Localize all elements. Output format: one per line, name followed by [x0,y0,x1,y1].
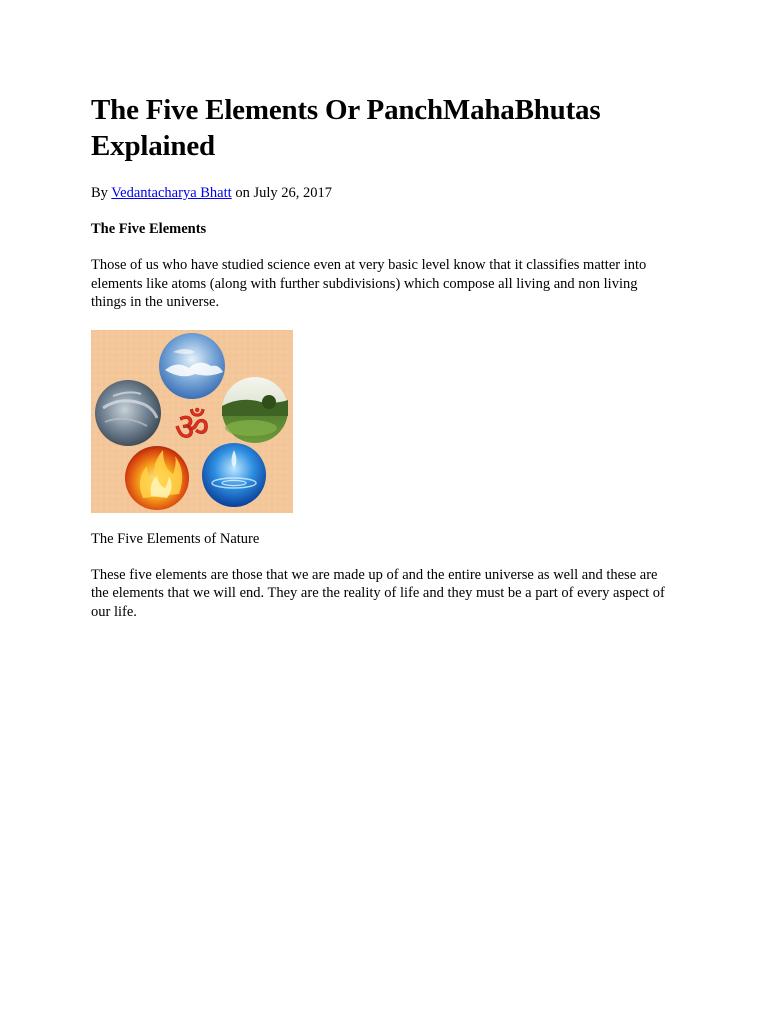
author-link[interactable]: Vedantacharya Bhatt [111,185,232,201]
paragraph-intro: Those of us who have studied science even at very basic level know that it classifies matter into elements like atoms (along with further subdivisions) which compose all living and non living things in the universe. [91,257,647,310]
article [91,92,681,621]
five-elements-figure [91,330,293,513]
om-symbol-icon: ॐ [174,404,210,449]
five-elements-image [91,330,293,513]
byline-prefix: By [91,185,108,201]
earth-icon [222,377,288,443]
figure-caption: The Five Elements of Nature [91,530,260,547]
fire-icon [125,446,189,510]
section-heading: The Five Elements [91,221,207,237]
article-title: The Five Elements Or PanchMahaBhutas Explained [91,94,601,162]
air-icon [95,380,161,446]
paragraph-elements: These five elements are those that we are made up of and the entire universe as well and these are the elements that we will end. They are the reality of life and they must be a part of every aspect of our life. [91,566,665,620]
byline-date: on July 26, 2017 [235,185,332,201]
water-icon [202,443,266,507]
byline [91,184,681,202]
sky-icon [159,333,225,399]
